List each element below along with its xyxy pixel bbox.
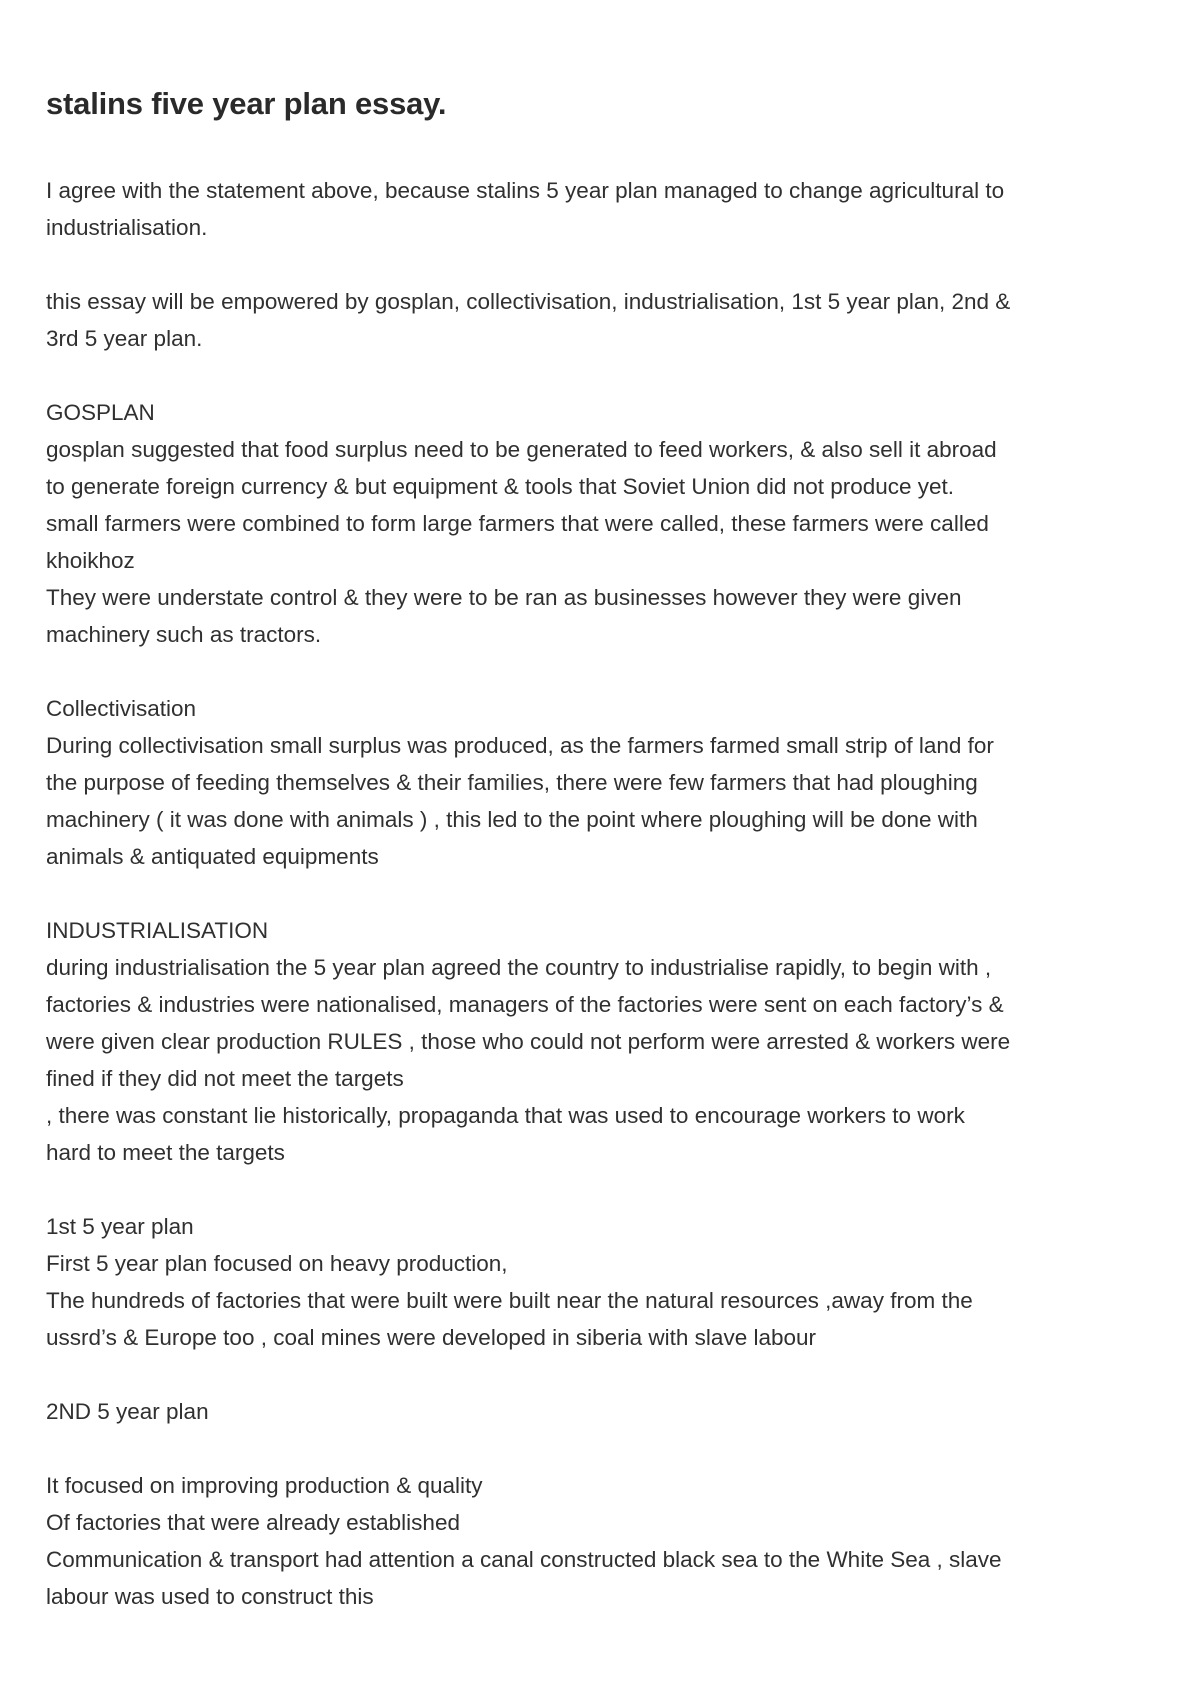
section-heading: 2ND 5 year plan <box>46 1399 209 1424</box>
text-line: labour was used to construct this <box>46 1584 374 1609</box>
text-line: Communication & transport had attention a canal constructed black sea to the White Sea , slave <box>46 1547 1002 1572</box>
text-line: The hundreds of factories that were built were built near the natural resources ,away from the <box>46 1288 973 1313</box>
text-line: I agree with the statement above, because stalins 5 year plan managed to change agricultural to <box>46 178 1005 203</box>
text-line: small farmers were combined to form large farmers that were called, these farmers were called <box>46 511 989 536</box>
text-line: this essay will be empowered by gosplan, collectivisation, industrialisation, 1st 5 year plan, 2nd & <box>46 289 1011 314</box>
section-second-plan-heading <box>46 1393 1166 1430</box>
section-industrialisation <box>46 912 1166 1171</box>
text-line: machinery ( it was done with animals ) , this led to the point where ploughing will be done with <box>46 807 978 832</box>
text-line: were given clear production RULES , those who could not perform were arrested & workers were <box>46 1029 1011 1054</box>
text-line: factories & industries were nationalised, managers of the factories were sent on each factory’s & <box>46 992 1004 1017</box>
section-gosplan <box>46 394 1166 653</box>
section-heading: 1st 5 year plan <box>46 1214 194 1239</box>
document-page <box>46 78 1166 1652</box>
text-line: during industrialisation the 5 year plan agreed the country to industrialise rapidly, to begin with , <box>46 955 992 980</box>
text-line: fined if they did not meet the targets <box>46 1066 404 1091</box>
section-heading: GOSPLAN <box>46 400 155 425</box>
text-line: animals & antiquated equipments <box>46 844 379 869</box>
section-second-plan-body <box>46 1467 1166 1615</box>
text-line: It focused on improving production & quality <box>46 1473 483 1498</box>
section-collectivisation <box>46 690 1166 875</box>
text-line: machinery such as tractors. <box>46 622 322 647</box>
text-line: First 5 year plan focused on heavy production, <box>46 1251 508 1276</box>
paragraph-outline <box>46 283 1166 357</box>
text-line: hard to meet the targets <box>46 1140 285 1165</box>
text-line: gosplan suggested that food surplus need to be generated to feed workers, & also sell it abroad <box>46 437 997 462</box>
text-line: the purpose of feeding themselves & their families, there were few farmers that had ploughing <box>46 770 978 795</box>
paragraph-intro <box>46 172 1166 246</box>
text-line: industrialisation. <box>46 215 208 240</box>
text-line: khoikhoz <box>46 548 135 573</box>
text-line: to generate foreign currency & but equipment & tools that Soviet Union did not produce yet. <box>46 474 955 499</box>
text-line: ussrd’s & Europe too , coal mines were developed in siberia with slave labour <box>46 1325 816 1350</box>
text-line: Of factories that were already established <box>46 1510 460 1535</box>
text-line: , there was constant lie historically, propaganda that was used to encourage workers to work <box>46 1103 965 1128</box>
section-heading: Collectivisation <box>46 696 197 721</box>
section-first-plan <box>46 1208 1166 1356</box>
section-heading: INDUSTRIALISATION <box>46 918 269 943</box>
document-title: stalins five year plan essay. <box>46 86 447 121</box>
text-line: They were understate control & they were to be ran as businesses however they were given <box>46 585 962 610</box>
text-line: During collectivisation small surplus was produced, as the farmers farmed small strip of land for <box>46 733 994 758</box>
text-line: 3rd 5 year plan. <box>46 326 203 351</box>
